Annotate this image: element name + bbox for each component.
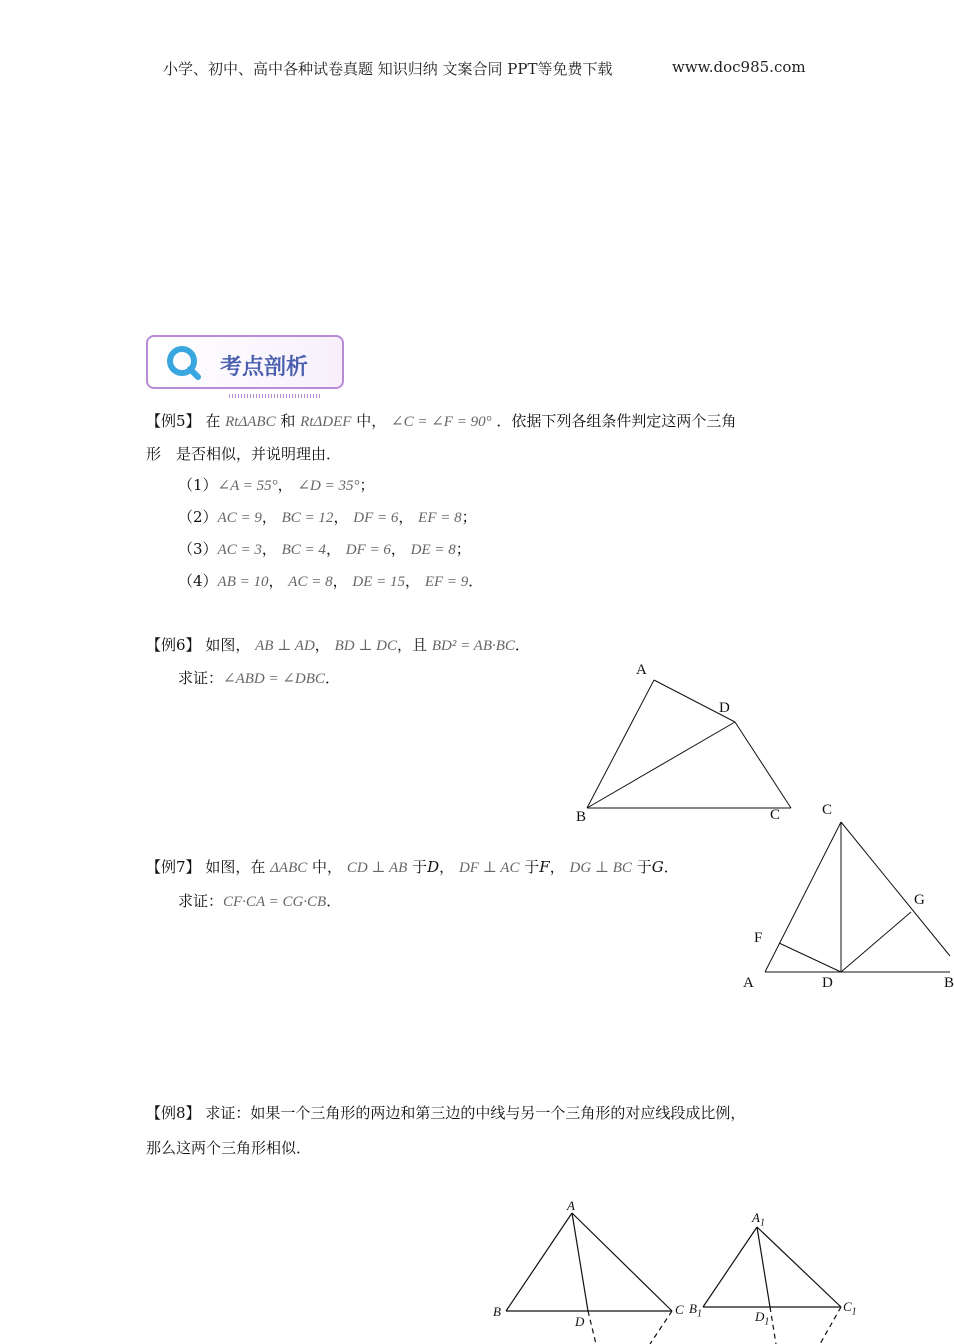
ex8-b1-main: B	[689, 1301, 697, 1316]
cond-sep: ，	[268, 572, 284, 590]
cond-num: （3）	[178, 540, 218, 558]
ex7-label: 【例7】	[146, 858, 201, 876]
ex7-prove: 求证：	[178, 892, 224, 910]
ex6-sep: ，	[314, 636, 330, 654]
ex8-label-d: D	[575, 1314, 585, 1329]
cond-a: AB = 10	[217, 574, 269, 590]
ex8-dash-left-1	[588, 1311, 596, 1344]
ex8-dash-right-2	[820, 1307, 841, 1344]
ex8-label-c1	[843, 1299, 857, 1318]
ex5-t1: 在	[205, 412, 221, 430]
ex7-label-c: C	[822, 802, 833, 818]
ex7-t1: 如图，在	[205, 858, 266, 876]
cond-sep: ，	[332, 572, 348, 590]
ex6-m1: AB ⊥ AD	[255, 638, 315, 654]
cond-sep: ，	[405, 572, 421, 590]
cond-sep: ，	[398, 508, 414, 526]
ex5-m3: ∠C = ∠F = 90°	[391, 414, 492, 430]
ex6-label-d: D	[719, 700, 730, 716]
ex7-m3: DF ⊥ AC	[458, 860, 520, 876]
cond-d: EF = 9	[424, 574, 469, 590]
ex6-end2: ．	[324, 669, 340, 687]
ex7-label-g: G	[914, 892, 925, 908]
ex6-label-b: B	[576, 809, 587, 825]
ex5-t2: 和	[280, 412, 296, 430]
ex7-t4: 于	[524, 858, 540, 876]
cond-a: ∠A = 55°	[217, 478, 278, 494]
ex8-seg-ad	[572, 1213, 588, 1311]
cond-d: EF = 8	[418, 510, 462, 526]
ex7-sep: ，	[439, 858, 455, 876]
ex8-a1-main: A	[752, 1210, 760, 1225]
cond-num: （4）	[178, 572, 218, 590]
ex8-t1: 求证：如果一个三角形的两边和第三边的中线与另一个三角形的对应线段成比例，	[205, 1104, 746, 1122]
ex8-label-d1	[755, 1309, 769, 1328]
cond-end: ；	[455, 540, 471, 558]
cond-sep: ，	[261, 540, 277, 558]
ex7-t2: 中，	[312, 858, 343, 876]
ex8-c1-main: C	[843, 1299, 852, 1314]
ex7-m4: DG ⊥ BC	[569, 860, 632, 876]
ex6-label-c: C	[770, 807, 781, 823]
ex8-c1-sub: 1	[851, 1306, 857, 1318]
cond-sep: ，	[261, 508, 277, 526]
ex5-line2: 形 是否相似，并说明理由．	[146, 445, 342, 463]
ex7-t5: 于	[636, 858, 652, 876]
cond-sep: ，	[325, 540, 341, 558]
ex7-label-b: B	[944, 975, 954, 991]
ex8-seg-ab	[506, 1213, 572, 1311]
ex5-t4: ．依据下列各组条件判定这两个三角	[496, 412, 737, 430]
ex8-label-a1	[752, 1210, 765, 1229]
ex7-label-f: F	[754, 930, 763, 946]
ex7-sep: ，	[549, 858, 565, 876]
ex6-m2: BD ⊥ DC	[334, 638, 398, 654]
cond-c: DF = 6	[353, 510, 399, 526]
cond-num: （2）	[178, 508, 218, 526]
ex8-line2: 那么这两个三角形相似．	[146, 1139, 312, 1157]
cond-a: AC = 3	[217, 542, 262, 558]
cond-b: ∠D = 35°	[297, 478, 360, 494]
cond-sep: ，	[277, 476, 293, 494]
ex6-t2: ，且	[397, 636, 428, 654]
ex6-label: 【例6】	[146, 636, 201, 654]
ex7-v2: F	[539, 858, 550, 876]
ex5-label: 【例5】	[146, 412, 201, 430]
ex7-v3: G	[651, 858, 664, 876]
cond-end: ；	[461, 508, 477, 526]
ex5-t3: 中，	[356, 412, 387, 430]
section-title: 考点剖析	[220, 355, 309, 380]
ex6-label-a: A	[636, 662, 647, 678]
cond-end: ．	[468, 572, 484, 590]
ex7-t3: 于	[412, 858, 428, 876]
ex6-t1: 如图，	[205, 636, 251, 654]
cond-c: DE = 15	[352, 574, 406, 590]
ex8-d1-main: D	[755, 1309, 765, 1324]
ex7-m2: CD ⊥ AB	[346, 860, 408, 876]
ex5-m2: RtΔDEF	[300, 414, 352, 430]
ex8-label-b: B	[493, 1304, 501, 1319]
ex7-label-a: A	[743, 975, 754, 991]
ex8-seg-a1c1	[757, 1227, 841, 1307]
ex7-end: ．	[663, 858, 679, 876]
cond-c: DF = 6	[345, 542, 391, 558]
ex8-a1-sub: 1	[759, 1217, 765, 1229]
ex7-end2: ．	[326, 892, 342, 910]
ex7-m1: ΔABC	[270, 860, 308, 876]
ex7-m5: CF·CA = CG·CB	[223, 894, 327, 910]
cond-b: BC = 12	[281, 510, 334, 526]
header-text: 小学、初中、高中各种试卷真题 知识归纳 文案合同 PPT等免费下载	[163, 60, 613, 78]
cond-b: BC = 4	[281, 542, 326, 558]
cond-num: （1）	[178, 476, 218, 494]
cond-b: AC = 8	[288, 574, 333, 590]
ex8-seg-a1d1	[757, 1227, 770, 1307]
ex8-d1-sub: 1	[764, 1316, 770, 1328]
ex8-dash-left-2	[650, 1311, 672, 1344]
ex6-prove: 求证：	[178, 669, 224, 687]
cond-d: DE = 8	[410, 542, 456, 558]
ex8-label-b1	[689, 1301, 702, 1320]
ex5-m1: RtΔABC	[225, 414, 276, 430]
cond-sep: ，	[333, 508, 349, 526]
ex8-b1-sub: 1	[696, 1308, 702, 1320]
ex8-dash-right-1	[770, 1307, 776, 1344]
cond-end: ；	[359, 476, 375, 494]
cond-sep: ，	[390, 540, 406, 558]
ex6-end: ．	[514, 636, 530, 654]
cond-a: AC = 9	[217, 510, 262, 526]
ex6-m4: ∠ABD = ∠DBC	[223, 671, 325, 687]
ex8-seg-a1b1	[703, 1227, 757, 1307]
ex8-label-a: A	[567, 1198, 575, 1213]
header-site: www.doc985.com	[672, 58, 806, 76]
ex8-label-c: C	[675, 1302, 684, 1317]
ex7-v1: D	[427, 858, 440, 876]
ex8-seg-ac	[572, 1213, 672, 1311]
ex6-m3: BD² = AB·BC	[431, 638, 515, 654]
ex8-label: 【例8】	[146, 1104, 201, 1122]
ex7-label-d: D	[822, 975, 833, 991]
